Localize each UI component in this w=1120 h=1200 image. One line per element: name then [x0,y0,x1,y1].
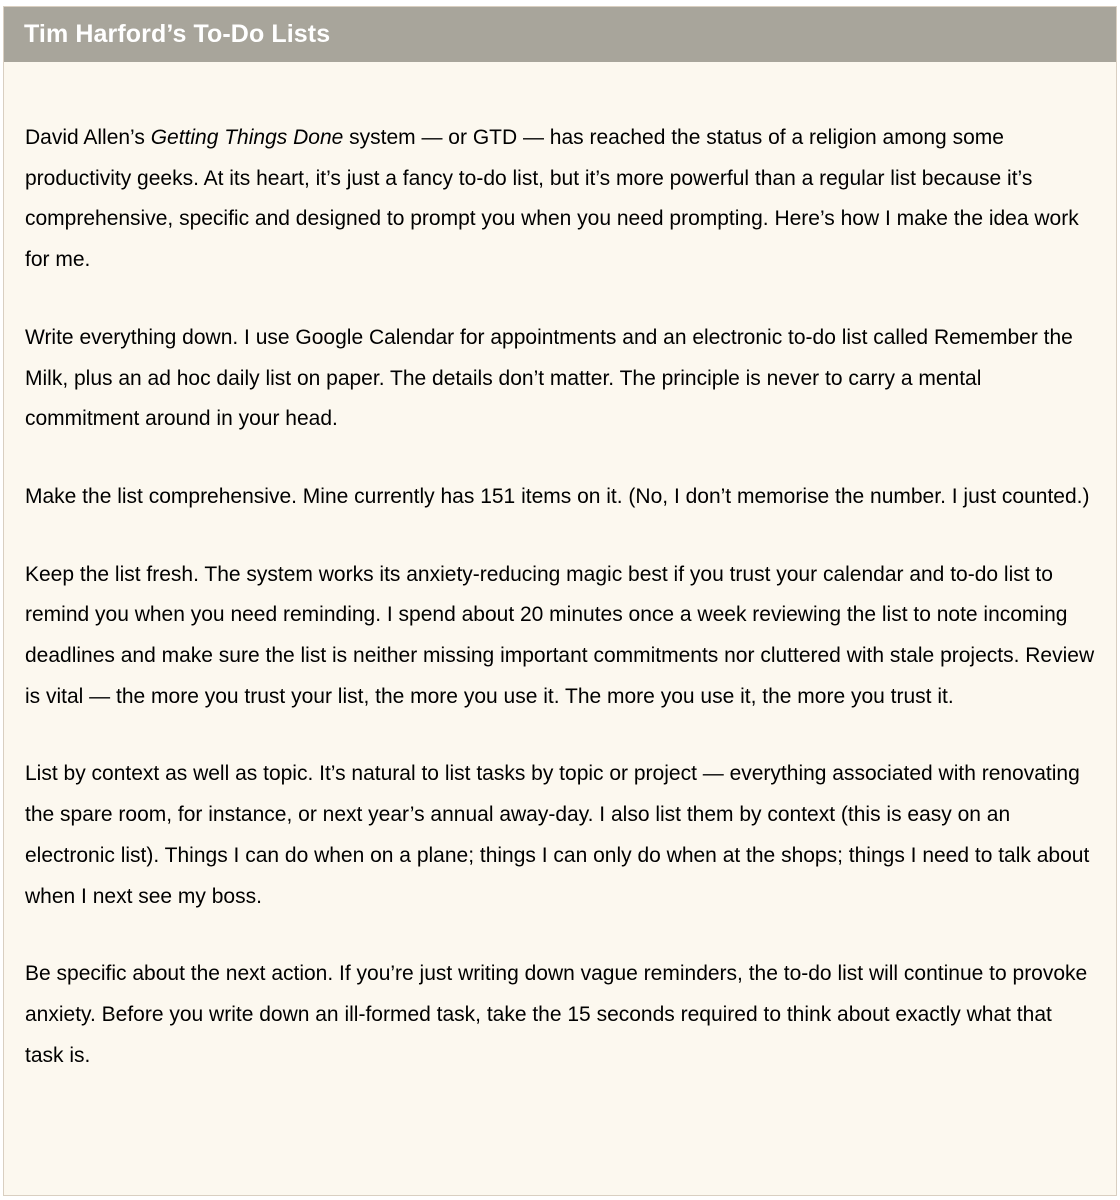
paragraph-comprehensive: Make the list comprehensive. Mine currently has 151 items on it. (No, I don’t memorise the number. I just counted.) [25,484,1090,508]
paragraph-list-by-context: List by context as well as topic. It’s natural to list tasks by topic or project — everything associated with renovating the spare room, for instance, or next year’s annual away-day. I also list them by context (this is easy on an electronic list). Things I can do when on a plane; things I can only do when at the shops; things I need to talk about when I next see my boss. [25,762,1090,908]
panel-header [4,7,1116,62]
book-title: Getting Things Done [150,126,344,149]
intro-text-post: system — or GTD — has reached the status of a religion among some productivity geeks. At its heart, it’s just a fancy to-do list, but it’s more powerful than a regular list because it’s comprehensive, specific and designed to prompt you when you need prompting. Here’s how I make the idea work for me. [25,126,1079,272]
paragraph-next-action: Be specific about the next action. If you’re just writing down vague reminders, the to-do list will continue to provoke anxiety. Before you write down an ill-formed task, take the 15 seconds required to think about exactly what that task is. [25,962,1088,1067]
paragraph-write-everything-down: Write everything down. I use Google Calendar for appointments and an electronic to-do list called Remember the Milk, plus an ad hoc daily list on paper. The details don’t matter. The principle is never to carry a mental commitment around in your head. [25,325,1073,431]
article-body [4,62,1116,1076]
paragraph-keep-fresh: Keep the list fresh. The system works its anxiety-reducing magic best if you trust your calendar and to-do list to remind you when you need reminding. I spend about 20 minutes once a week reviewing the list to note incoming deadlines and make sure the list is neither missing important commitments nor cluttered with stale projects. Review is vital — the more you trust your list, the more you use it. The more you use it, the more you trust it. [25,562,1095,708]
article-title: Tim Harford’s To-Do Lists [24,20,331,48]
intro-text-pre: David Allen’s [25,126,151,149]
article-panel [3,6,1117,1196]
paragraph-intro [25,118,1096,281]
